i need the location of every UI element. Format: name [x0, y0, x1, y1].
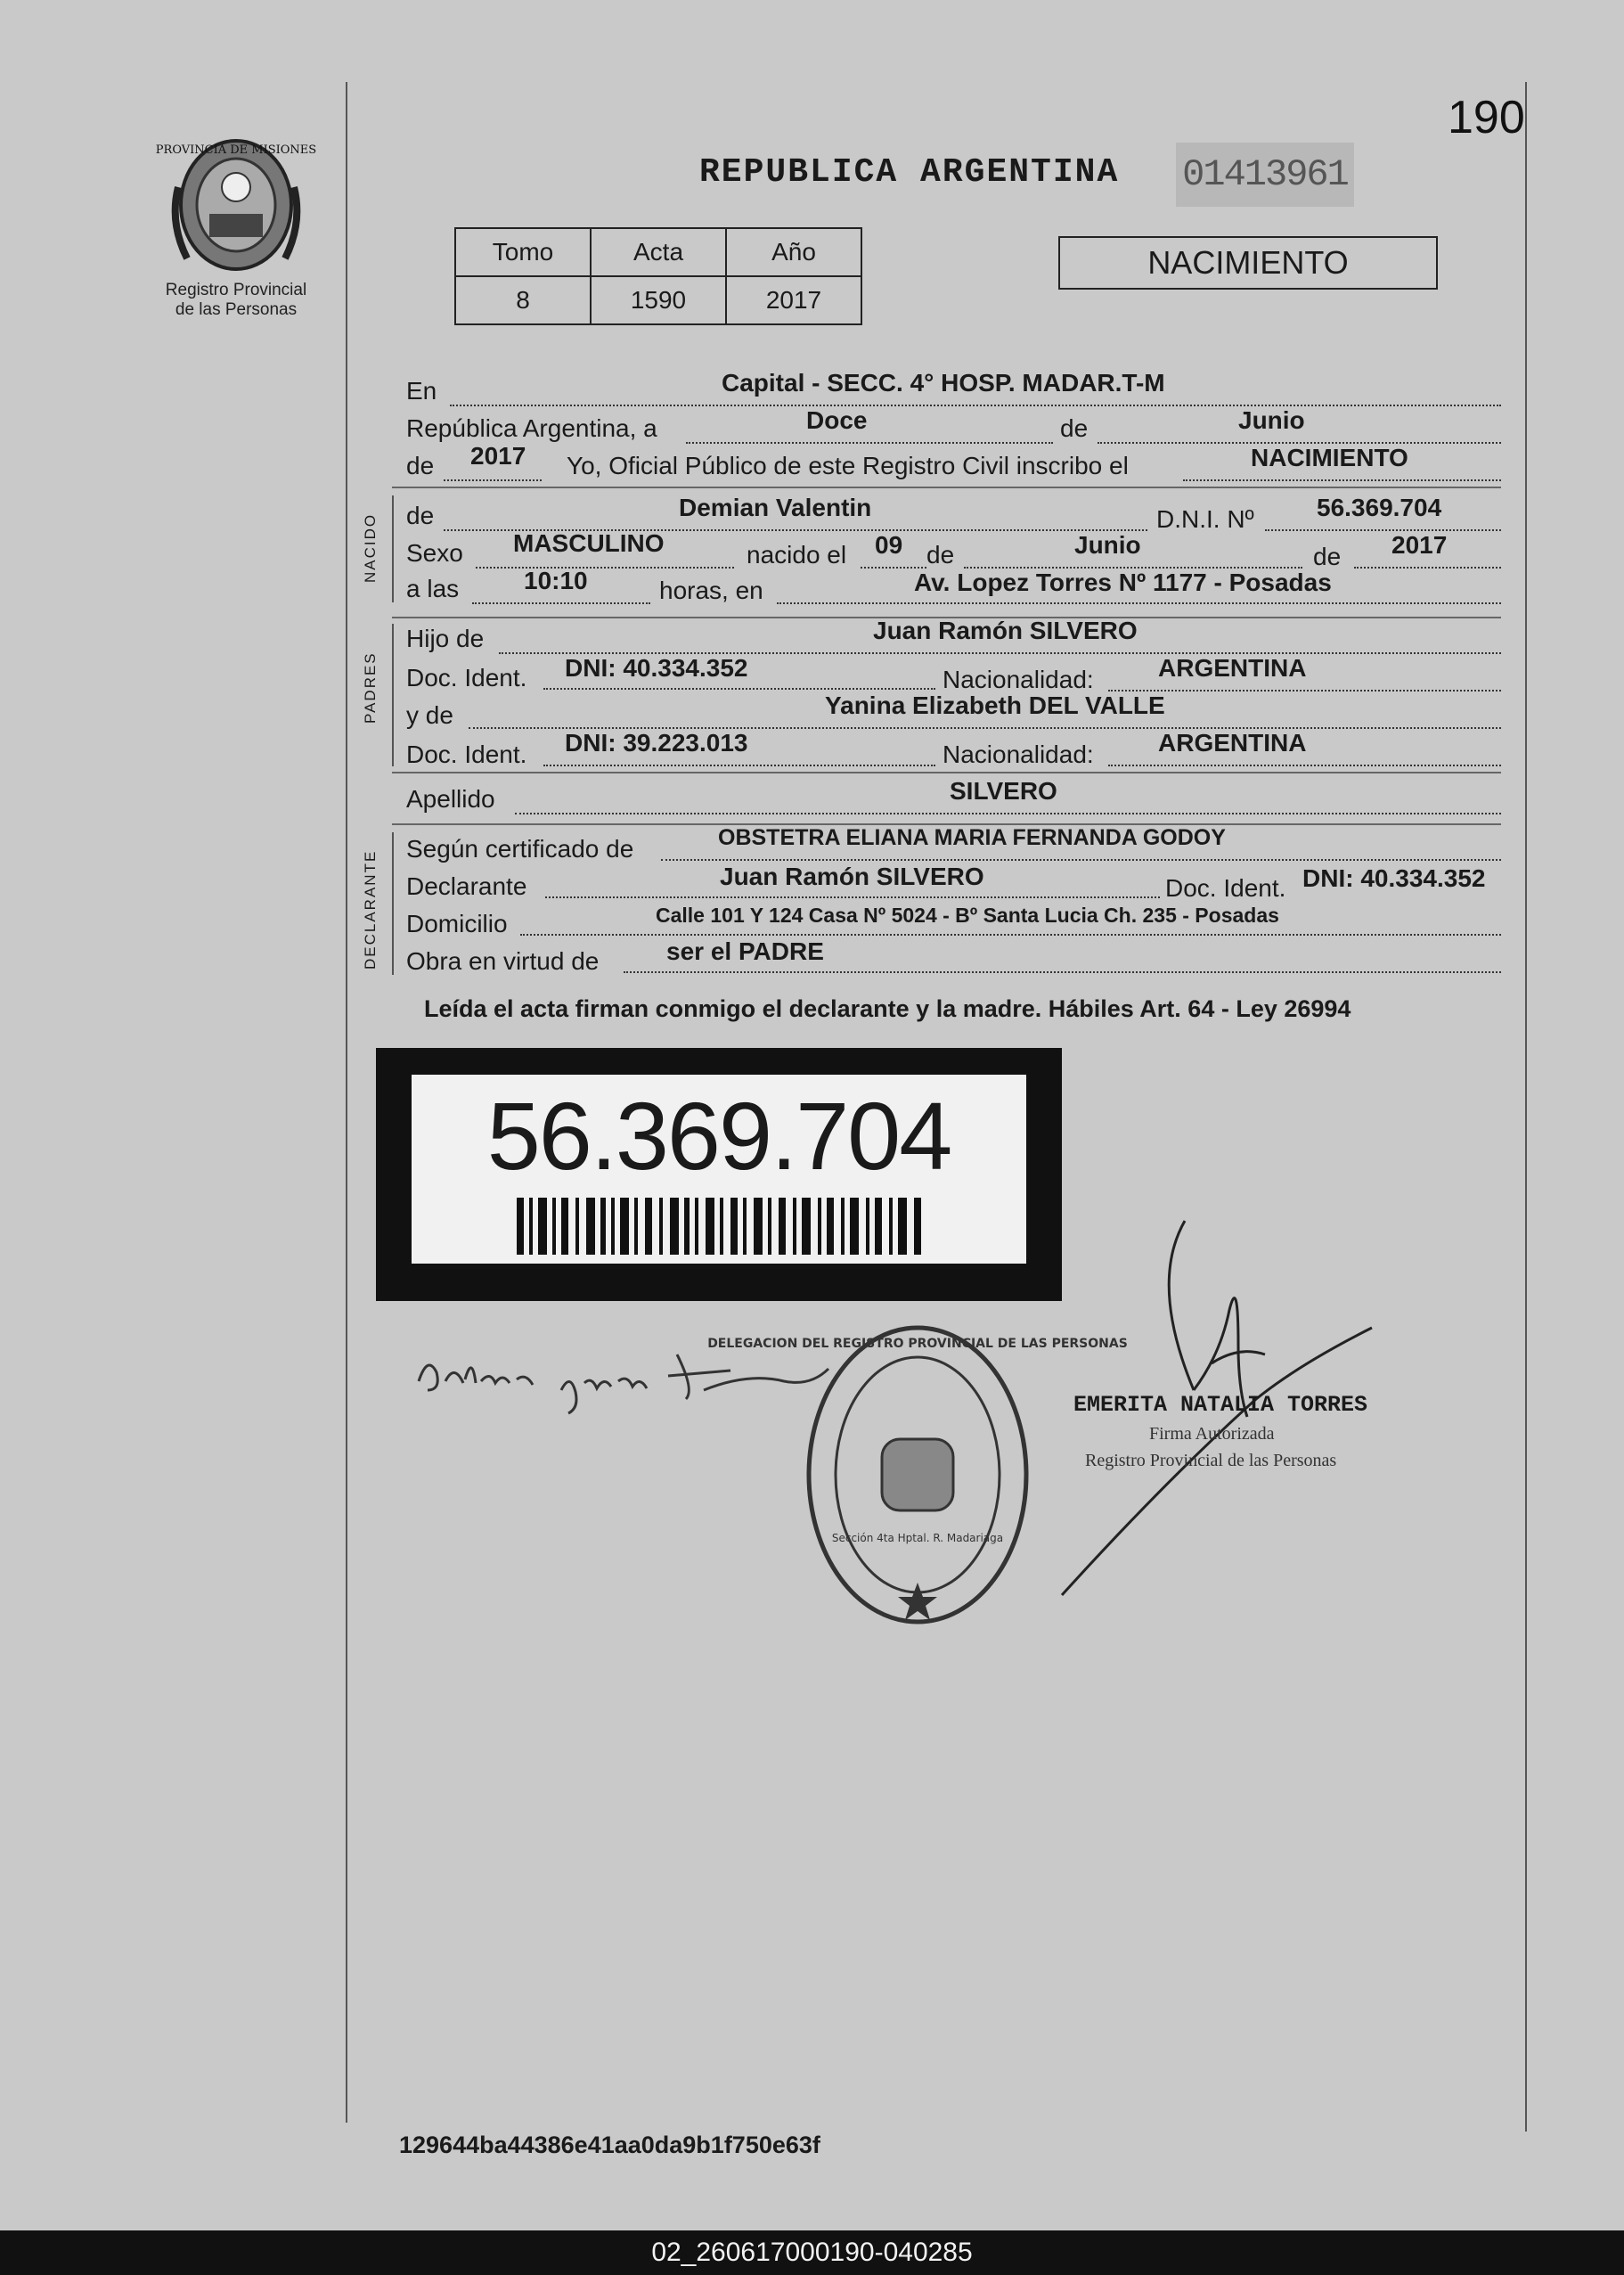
barcode-icon [517, 1198, 921, 1255]
dotted-line [686, 410, 1053, 444]
mother-name: Yanina Elizabeth DEL VALLE [825, 692, 1165, 719]
newborn-dni: 56.369.704 [1317, 494, 1442, 521]
left-margin-line [346, 82, 347, 2123]
intro-de-label: de [1060, 414, 1089, 442]
stamp-inner-text: Sección 4ta Hptal. R. Madariaga [831, 1532, 1004, 1544]
birth-year: 2017 [1391, 531, 1448, 559]
mother-doc-label: Doc. Ident. [406, 741, 527, 768]
alas-label: a las [406, 575, 460, 602]
separator [392, 487, 1501, 488]
decl-doc-label: Doc. Ident. [1165, 874, 1286, 902]
serial-number: 01413961 [1176, 143, 1354, 207]
registry-logo [143, 134, 330, 320]
logo-caption-line2: de las Personas [175, 300, 298, 319]
father-doc-label: Doc. Ident. [406, 664, 527, 692]
horas-label: horas, en [659, 577, 763, 604]
sexo-label: Sexo [406, 539, 463, 567]
father-name: Juan Ramón SILVERO [873, 617, 1138, 644]
document-title: REPUBLICA ARGENTINA [699, 153, 1120, 192]
official-role: Firma Autorizada [1149, 1424, 1275, 1444]
dni-number-card [376, 1048, 1062, 1301]
intro-de-label2: de [406, 452, 435, 479]
dni-card-inner [412, 1075, 1026, 1264]
section-label-declarante: DECLARANTE [362, 849, 379, 970]
province-emblem-icon [155, 134, 317, 276]
nacido-de-label2: de [926, 541, 955, 569]
nacido-de-label3: de [1313, 543, 1342, 570]
intro-row-republica: República Argentina, a [406, 414, 657, 442]
father-nat-label: Nacionalidad: [943, 666, 1094, 693]
stamp-ring-text: DELEGACION DEL REGISTRO PROVINCIAL DE LAS PERSONAS [707, 1337, 1128, 1351]
hijo-label: Hijo de [406, 625, 485, 652]
mother-nationality: ARGENTINA [1158, 729, 1307, 757]
declarant-doc: DNI: 40.334.352 [1302, 864, 1486, 892]
intro-act: NACIMIENTO [1251, 444, 1408, 471]
birth-time: 10:10 [524, 567, 588, 594]
cert-label: Según certificado de [406, 835, 634, 863]
seal-emblem-icon [882, 1439, 953, 1510]
nacido-de-label: de [406, 502, 435, 529]
mother-nat-label: Nacionalidad: [943, 741, 1094, 768]
certifier: OBSTETRA ELIANA MARIA FERNANDA GODOY [718, 825, 1226, 850]
tomo-header: Tomo [455, 228, 591, 276]
footer-id-bar: 02_260617000190-040285 [0, 2230, 1624, 2275]
dni-card-number: 56.369.704 [486, 1082, 951, 1190]
obra-label: Obra en virtud de [406, 947, 600, 975]
apellido-label: Apellido [406, 785, 495, 813]
nacido-el-label: nacido el [747, 541, 847, 569]
tomo-acta-table [454, 227, 862, 325]
official-stamp [707, 1319, 1128, 1631]
logo-caption-line1: Registro Provincial [165, 281, 307, 299]
mother-doc: DNI: 39.223.013 [565, 729, 748, 757]
intro-text: Yo, Oficial Público de este Registro Civil inscribo el [567, 452, 1129, 479]
separator [392, 772, 1501, 773]
official-org: Registro Provincial de las Personas [1085, 1451, 1337, 1470]
intro-day: Doce [806, 406, 868, 434]
anio-value: 2017 [726, 276, 861, 324]
star-icon [898, 1583, 937, 1620]
yde-label: y de [406, 701, 453, 729]
decl-label: Declarante [406, 872, 527, 900]
tomo-value: 8 [455, 276, 591, 324]
document-hash: 129644ba44386e41aa0da9b1f750e63f [399, 2132, 820, 2158]
declarant-name: Juan Ramón SILVERO [720, 863, 984, 890]
right-margin-line [1525, 82, 1527, 2132]
surname: SILVERO [950, 777, 1057, 805]
acta-value: 1590 [591, 276, 726, 324]
intro-month: Junio [1238, 406, 1305, 434]
official-name: EMERITA NATALIA TORRES [1073, 1392, 1368, 1418]
section-bracket [392, 495, 394, 602]
page-number: 190 [1448, 92, 1525, 143]
acta-header: Acta [591, 228, 726, 276]
intro-year: 2017 [470, 442, 526, 470]
anio-header: Año [726, 228, 861, 276]
dni-label: D.N.I. Nº [1156, 505, 1254, 533]
declarant-address: Calle 101 Y 124 Casa Nº 5024 - Bº Santa Lucia Ch. 235 - Posadas [656, 904, 1279, 927]
section-bracket [392, 832, 394, 975]
closing-statement: Leída el acta firman conmigo el declarante y la madre. Hábiles Art. 64 - Ley 26994 [424, 995, 1351, 1022]
father-doc: DNI: 40.334.352 [565, 654, 748, 682]
record-type-box: NACIMIENTO [1058, 236, 1438, 290]
birth-day: 09 [875, 531, 903, 559]
intro-row-en: En [406, 377, 437, 405]
birth-month: Junio [1074, 531, 1141, 559]
birth-place: Av. Lopez Torres Nº 1177 - Posadas [914, 569, 1332, 596]
section-label-padres: PADRES [362, 651, 379, 724]
newborn-name: Demian Valentin [679, 494, 872, 521]
dom-label: Domicilio [406, 910, 508, 937]
section-label-nacido: NACIDO [362, 512, 379, 583]
newborn-sex: MASCULINO [513, 529, 665, 557]
intro-place: Capital - SECC. 4° HOSP. MADAR.T-M [722, 369, 1165, 397]
declarant-relation: ser el PADRE [666, 937, 824, 965]
section-bracket [392, 624, 394, 766]
logo-ring-text: PROVINCIA DE MISIONES [155, 143, 317, 157]
father-nationality: ARGENTINA [1158, 654, 1307, 682]
